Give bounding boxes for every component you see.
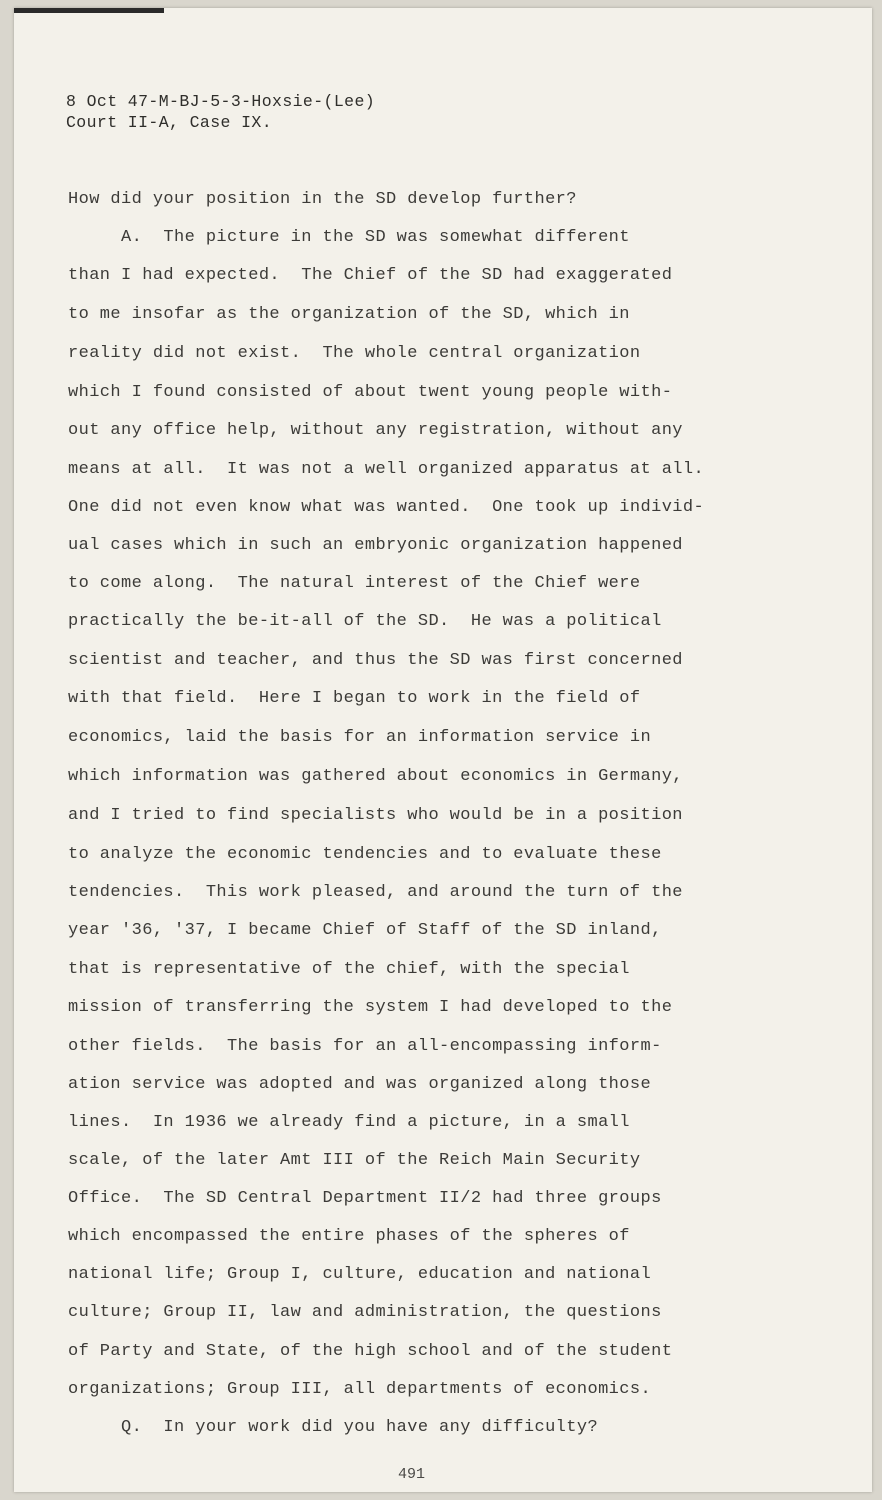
document-page — [14, 8, 872, 1492]
text-line: to come along. The natural interest of the Chief were — [68, 574, 641, 593]
text-line: Q. In your work did you have any difficulty? — [68, 1418, 599, 1437]
text-line: ual cases which in such an embryonic organization happened — [68, 536, 683, 555]
text-line: culture; Group II, law and administration, the questions — [68, 1303, 662, 1322]
text-line: national life; Group I, culture, education and national — [68, 1265, 652, 1284]
text-line: economics, laid the basis for an information service in — [68, 728, 652, 747]
text-line: A. The picture in the SD was somewhat different — [68, 228, 630, 247]
scan-corner-mark — [14, 8, 164, 13]
text-line: of Party and State, of the high school and of the student — [68, 1342, 673, 1361]
header-date-reference: 8 Oct 47-M-BJ-5-3-Hoxsie-(Lee) — [66, 92, 376, 111]
header-court-case: Court II-A, Case IX. — [66, 113, 273, 132]
text-line: to analyze the economic tendencies and to evaluate these — [68, 845, 662, 864]
text-line: reality did not exist. The whole central organization — [68, 344, 641, 363]
text-line: ation service was adopted and was organized along those — [68, 1075, 652, 1094]
page-number: 491 — [398, 1466, 426, 1483]
text-line: scale, of the later Amt III of the Reich Main Security — [68, 1151, 641, 1170]
text-line: that is representative of the chief, with the special — [68, 960, 630, 979]
text-line: lines. In 1936 we already find a picture, in a small — [68, 1113, 630, 1132]
text-line: tendencies. This work pleased, and around the turn of the — [68, 883, 683, 902]
text-line: which I found consisted of about twent young people with- — [68, 383, 673, 402]
text-line: and I tried to find specialists who would be in a position — [68, 806, 683, 825]
text-line: mission of transferring the system I had developed to the — [68, 998, 673, 1017]
text-line: scientist and teacher, and thus the SD was first concerned — [68, 651, 683, 670]
text-line: means at all. It was not a well organized apparatus at all. — [68, 460, 705, 479]
text-line: which information was gathered about economics in Germany, — [68, 767, 683, 786]
text-line: which encompassed the entire phases of the spheres of — [68, 1227, 630, 1246]
text-line: How did your position in the SD develop further? — [68, 190, 577, 209]
text-line: Office. The SD Central Department II/2 had three groups — [68, 1189, 662, 1208]
text-line: out any office help, without any registration, without any — [68, 421, 683, 440]
text-line: to me insofar as the organization of the SD, which in — [68, 305, 630, 324]
text-line: other fields. The basis for an all-encompassing inform- — [68, 1037, 662, 1056]
text-line: One did not even know what was wanted. One took up individ- — [68, 498, 705, 517]
text-line: practically the be-it-all of the SD. He was a political — [68, 612, 662, 631]
text-line: with that field. Here I began to work in the field of — [68, 689, 641, 708]
text-line: year '36, '37, I became Chief of Staff of the SD inland, — [68, 921, 662, 940]
text-line: organizations; Group III, all departments of economics. — [68, 1380, 652, 1399]
text-line: than I had expected. The Chief of the SD had exaggerated — [68, 266, 673, 285]
